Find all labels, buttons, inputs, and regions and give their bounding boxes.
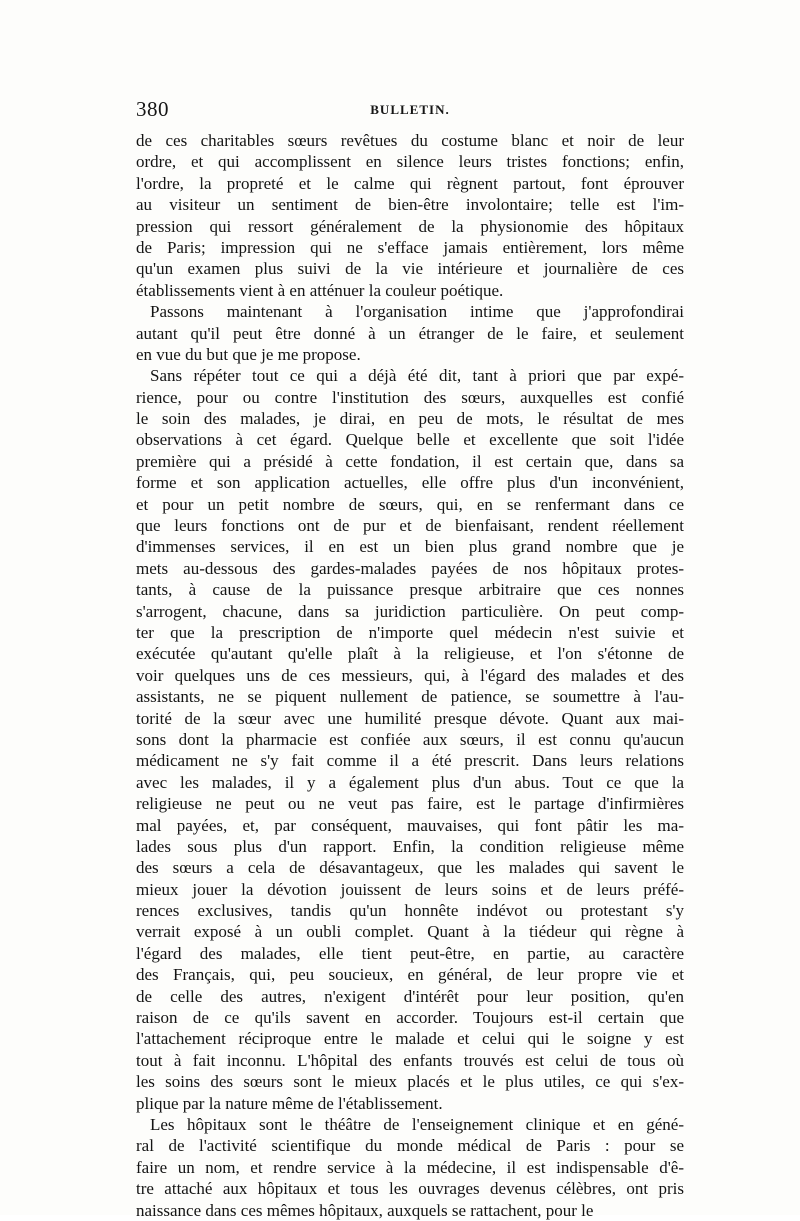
text-line: forme et son application actuelles, elle offre plus d'un inconvénient,: [136, 473, 684, 493]
text-line: tants, à cause de la puissance presque arbitraire que ces nonnes: [136, 580, 684, 600]
text-line: ordre, et qui accomplissent en silence leurs tristes fonctions; enfin,: [136, 152, 684, 172]
text-line: s'arrogent, chacune, dans sa juridiction particulière. On peut comp-: [136, 601, 684, 621]
text-line: pression qui ressort généralement de la physionomie des hôpitaux: [136, 216, 684, 236]
text-line: mets au-dessous des gardes-malades payées de nos hôpitaux protes-: [136, 558, 684, 578]
text-line: sons dont la pharmacie est confiée aux sœurs, il est connu qu'aucun: [136, 729, 684, 749]
text-line: faire un nom, et rendre service à la médecine, il est indispensable d'ê-: [136, 1157, 684, 1177]
text-line: assistants, ne se piquent nullement de patience, se soumettre à l'au-: [136, 687, 684, 707]
paragraph: [136, 365, 684, 1114]
text-line: lades sous plus d'un rapport. Enfin, la condition religieuse même: [136, 836, 684, 856]
text-line: ral de l'activité scientifique du monde médical de Paris : pour se: [136, 1136, 684, 1156]
text-line: et pour un petit nombre de sœurs, qui, en se renfermant dans ce: [136, 494, 684, 514]
text-line: mieux jouer la dévotion jouissent de leurs soins et de leurs préfé-: [136, 879, 684, 899]
paragraph: [136, 301, 684, 365]
paragraph: [136, 130, 684, 301]
text-line: ter que la prescription de n'importe quel médecin n'est suivie et: [136, 622, 684, 642]
running-head: BULLETIN.: [370, 102, 450, 117]
text-line: au visiteur un sentiment de bien-être involontaire; telle est l'im-: [136, 195, 684, 215]
text-line: des sœurs a cela de désavantageux, que les malades qui savent le: [136, 858, 684, 878]
body-text: [136, 130, 684, 1221]
text-line: médicament ne s'y fait comme il a été prescrit. Dans leurs relations: [136, 751, 684, 771]
text-line: exécutée qu'autant qu'elle plaît à la religieuse, et l'on s'étonne de: [136, 644, 684, 664]
text-line: Les hôpitaux sont le théâtre de l'enseignement clinique et en géné-: [150, 1114, 684, 1134]
page-number: 380: [136, 97, 169, 121]
text-line: en vue du but que je me propose.: [136, 344, 361, 364]
text-line: plique par la nature même de l'établissement.: [136, 1093, 443, 1113]
text-line: torité de la sœur avec une humilité presque dévote. Quant aux mai-: [136, 708, 684, 728]
text-line: rences exclusives, tandis qu'un honnête indévot ou protestant s'y: [136, 901, 684, 921]
text-line: raison de ce qu'ils savent en accorder. Toujours est-il certain que: [136, 1008, 684, 1028]
paragraph: [136, 1114, 684, 1221]
text-line: l'ordre, la propreté et le calme qui règnent partout, font éprouver: [136, 173, 684, 193]
text-line: l'égard des malades, elle tient peut-être, en partie, au caractère: [136, 943, 684, 963]
text-line: rience, pour ou contre l'institution des sœurs, auxquelles est confié: [136, 387, 684, 407]
text-line: que leurs fonctions ont de pur et de bienfaisant, rendent réellement: [136, 516, 684, 536]
text-line: avec les malades, il y a également plus d'un abus. Tout ce que la: [136, 772, 684, 792]
text-line: de celle des autres, n'exigent d'intérêt pour leur position, qu'en: [136, 986, 684, 1006]
text-line: tout à fait inconnu. L'hôpital des enfants trouvés est celui de tous où: [136, 1050, 684, 1070]
text-line: d'immenses services, il en est un bien plus grand nombre que je: [136, 537, 684, 557]
text-line: de Paris; impression qui ne s'efface jamais entièrement, lors même: [136, 237, 684, 257]
text-line: verrait exposé à un oubli complet. Quant à la tiédeur qui règne à: [136, 922, 684, 942]
text-line: mal payées, et, par conséquent, mauvaises, qui font pâtir les ma-: [136, 815, 684, 835]
text-line: les soins des sœurs sont le mieux placés et le plus utiles, ce qui s'ex-: [136, 1072, 684, 1092]
text-line: religieuse ne peut ou ne veut pas faire, est le partage d'infirmières: [136, 794, 684, 814]
text-line: des Français, qui, peu soucieux, en général, de leur propre vie et: [136, 965, 684, 985]
text-line: l'attachement réciproque entre le malade et celui qui le soigne y est: [136, 1029, 684, 1049]
text-line: autant qu'il peut être donné à un étranger de le faire, et seulement: [136, 323, 684, 343]
text-line: tre attaché aux hôpitaux et tous les ouvrages devenus célèbres, ont pris: [136, 1179, 684, 1199]
text-line: Passons maintenant à l'organisation intime que j'approfondirai: [150, 302, 684, 322]
text-line: qu'un examen plus suivi de la vie intérieure et journalière de ces: [136, 259, 684, 279]
text-line: première qui a présidé à cette fondation, il est certain que, dans sa: [136, 451, 684, 471]
text-line: le soin des malades, je dirai, en peu de mots, le résultat de mes: [136, 409, 684, 429]
text-line: observations à cet égard. Quelque belle et excellente que soit l'idée: [136, 430, 684, 450]
page-header: [136, 97, 684, 121]
text-line: naissance dans ces mêmes hôpitaux, auxquels se rattachent, pour le: [136, 1200, 594, 1220]
text-line: voir quelques uns de ces messieurs, qui, à l'égard des malades et des: [136, 665, 684, 685]
text-line: de ces charitables sœurs revêtues du costume blanc et noir de leur: [136, 131, 684, 150]
text-line: Sans répéter tout ce qui a déjà été dit, tant à priori que par expé-: [150, 366, 684, 386]
text-line: établissements vient à en atténuer la couleur poétique.: [136, 280, 504, 300]
